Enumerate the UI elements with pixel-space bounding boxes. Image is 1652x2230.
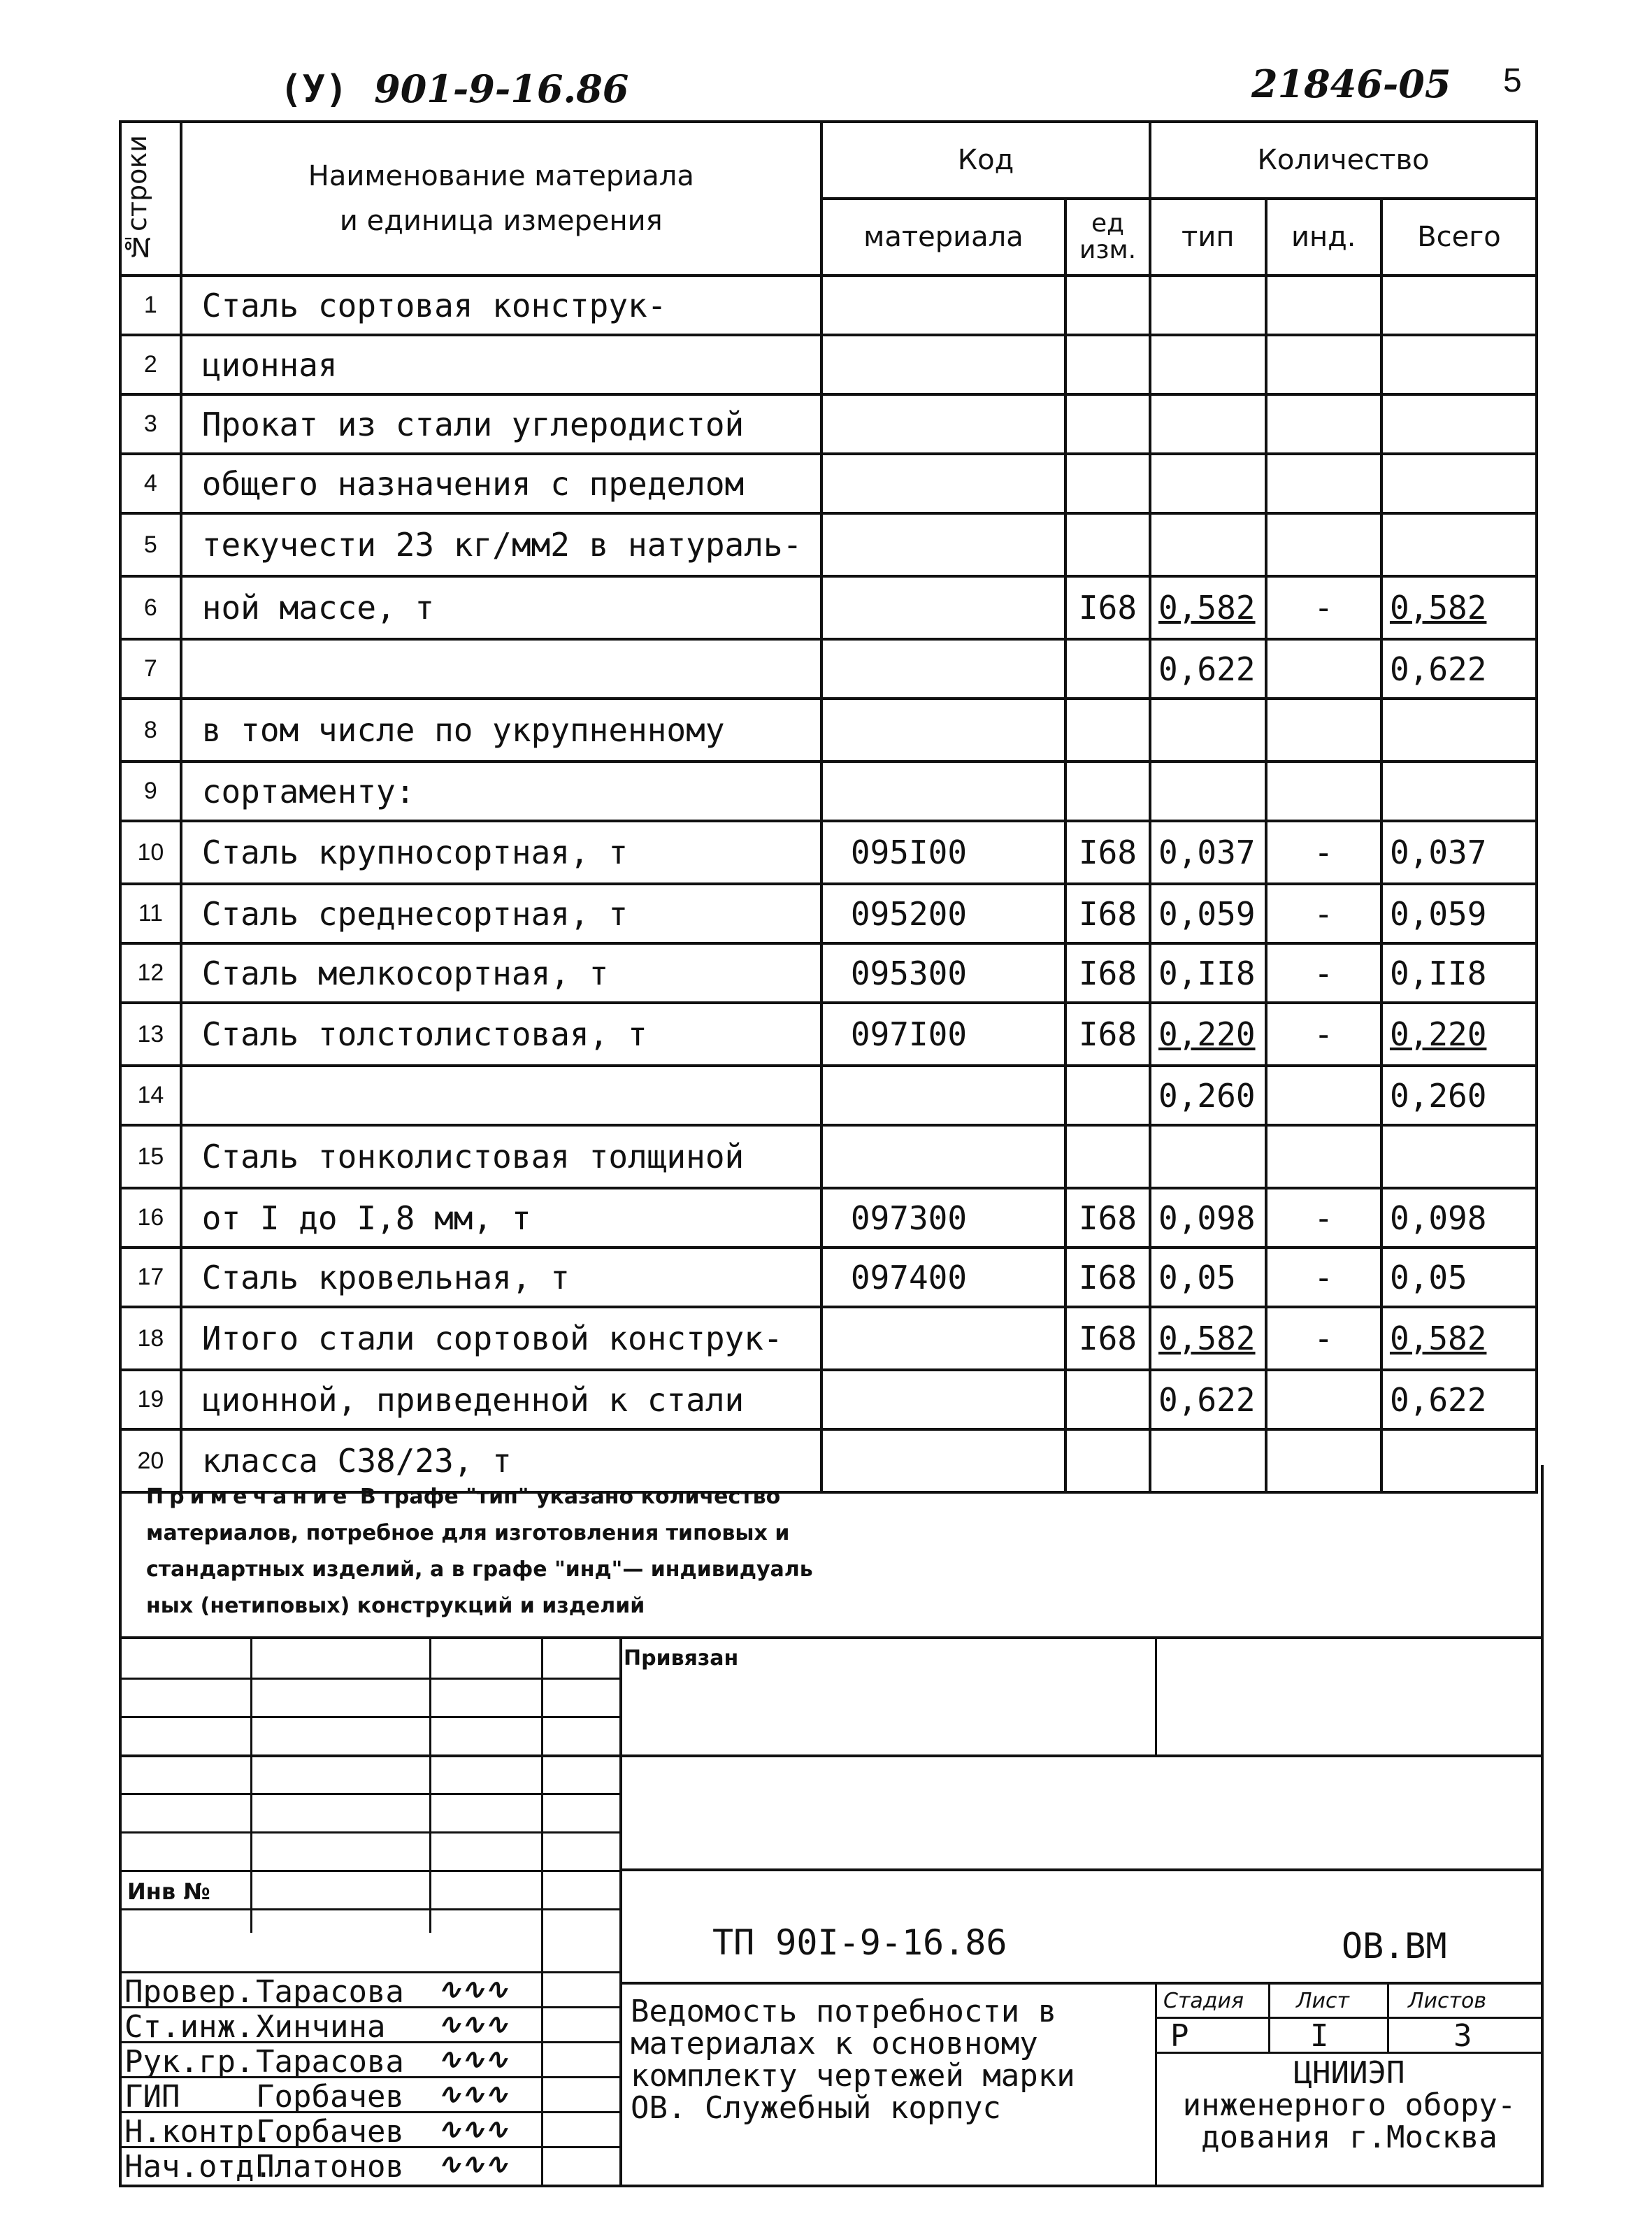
- unit-code: I68: [1065, 884, 1150, 943]
- unit-code: [1065, 1066, 1150, 1125]
- unit-code: I68: [1065, 576, 1150, 639]
- row-number: 14: [120, 1066, 181, 1125]
- table-row: [120, 639, 1537, 699]
- stage-value: Р: [1170, 2018, 1189, 2054]
- col-name-header: [181, 122, 821, 276]
- qty-total: 0,059: [1381, 884, 1537, 943]
- table-row: [120, 699, 1537, 762]
- qty-ind: -: [1266, 943, 1381, 1003]
- table-row: [120, 1307, 1537, 1370]
- bound-label: Привязан: [624, 1646, 739, 1671]
- material-name: Сталь сортовая конструк-: [181, 276, 821, 335]
- qty-type: 0,622: [1150, 1370, 1265, 1429]
- qty-ind: [1266, 335, 1381, 394]
- qty-total: 0,II8: [1381, 943, 1537, 1003]
- row-number: 7: [120, 639, 181, 699]
- table-row: [120, 394, 1537, 454]
- unit-code: [1065, 513, 1150, 576]
- material-name: класса С38/23, т: [181, 1429, 821, 1492]
- qty-ind: -: [1266, 884, 1381, 943]
- qty-ind: [1266, 639, 1381, 699]
- qty-ind: [1266, 1066, 1381, 1125]
- material-code: 095I00: [821, 821, 1065, 884]
- table-row: [120, 1248, 1537, 1307]
- row-number: 8: [120, 699, 181, 762]
- table-row: [120, 454, 1537, 513]
- signature-name: Тарасова: [256, 1974, 404, 2010]
- doc-code: 901-9-16.86: [374, 66, 629, 111]
- material-name: [181, 639, 821, 699]
- material-code: [821, 699, 1065, 762]
- table-row: [120, 576, 1537, 639]
- row-number: 4: [120, 454, 181, 513]
- table-row: [120, 943, 1537, 1003]
- handwritten-signature: ∿∿∿: [438, 2113, 508, 2145]
- col-type-header: тип: [1150, 199, 1265, 276]
- note-line4: ных (нетиповых) конструкций и изделий: [146, 1594, 645, 1618]
- row-number: 3: [120, 394, 181, 454]
- unit-code: [1065, 276, 1150, 335]
- signature-name: Платонов: [256, 2149, 404, 2185]
- material-name: Сталь мелкосортная, т: [181, 943, 821, 1003]
- unit-code: I68: [1065, 1248, 1150, 1307]
- material-code: [821, 335, 1065, 394]
- signature-role: Провер.: [124, 1974, 254, 2010]
- stage-label: Стадия: [1163, 1989, 1244, 2013]
- row-number: 16: [120, 1188, 181, 1248]
- col-material-header: материала: [821, 199, 1065, 276]
- page-number: 5: [1503, 62, 1522, 99]
- qty-total: 0,582: [1381, 576, 1537, 639]
- qty-ind: [1266, 762, 1381, 821]
- qty-total: [1381, 394, 1537, 454]
- signature-role: Ст.инж.: [124, 2009, 254, 2045]
- material-name: Сталь тонколистовая толщиной: [181, 1125, 821, 1188]
- qty-ind: -: [1266, 1248, 1381, 1307]
- unit-code: [1065, 394, 1150, 454]
- signature-name: Тарасова: [256, 2044, 404, 2080]
- qty-ind: -: [1266, 1003, 1381, 1066]
- material-code: [821, 394, 1065, 454]
- qty-type: [1150, 454, 1265, 513]
- col-qty-header: Количество: [1150, 122, 1537, 199]
- project-code: ТП 90I-9-16.86: [712, 1922, 1007, 1963]
- qty-total: [1381, 276, 1537, 335]
- col-code-header: Код: [821, 122, 1150, 199]
- handwritten-signature: ∿∿∿: [438, 2008, 508, 2040]
- material-code: [821, 513, 1065, 576]
- row-number: 13: [120, 1003, 181, 1066]
- unit-code: [1065, 699, 1150, 762]
- qty-type: 0,582: [1150, 576, 1265, 639]
- material-code: 097400: [821, 1248, 1065, 1307]
- note-line3: стандартных изделий, а в графе "инд"— индивидуаль: [146, 1557, 813, 1582]
- material-name: [181, 1066, 821, 1125]
- qty-total: [1381, 454, 1537, 513]
- qty-total: [1381, 699, 1537, 762]
- note-box: [119, 1465, 1544, 1636]
- material-code: [821, 762, 1065, 821]
- unit-code: I68: [1065, 943, 1150, 1003]
- table-row: [120, 1370, 1537, 1429]
- row-number: 18: [120, 1307, 181, 1370]
- material-name: общего назначения с пределом: [181, 454, 821, 513]
- material-code: [821, 1125, 1065, 1188]
- qty-ind: [1266, 699, 1381, 762]
- handwritten-signature: ∿∿∿: [438, 1973, 508, 2006]
- qty-type: 0,098: [1150, 1188, 1265, 1248]
- qty-total: 0,220: [1381, 1003, 1537, 1066]
- unit-code: [1065, 1125, 1150, 1188]
- unit-code: [1065, 454, 1150, 513]
- unit-code: I68: [1065, 1003, 1150, 1066]
- material-code: [821, 454, 1065, 513]
- material-name: Сталь кровельная, т: [181, 1248, 821, 1307]
- signature-role: ГИП: [124, 2079, 180, 2115]
- material-code: 097300: [821, 1188, 1065, 1248]
- qty-total: 0,098: [1381, 1188, 1537, 1248]
- table-row: [120, 513, 1537, 576]
- material-code: 095300: [821, 943, 1065, 1003]
- handwritten-signature: ∿∿∿: [438, 2147, 508, 2180]
- qty-type: [1150, 762, 1265, 821]
- row-number: 12: [120, 943, 181, 1003]
- mark: ОВ.ВМ: [1342, 1926, 1447, 1966]
- col-name-line2: и единица измерения: [339, 205, 663, 237]
- material-name: Итого стали сортовой конструк-: [181, 1307, 821, 1370]
- material-code: 097I00: [821, 1003, 1065, 1066]
- signature-role: Рук.гр.: [124, 2044, 254, 2080]
- sheet-label: Лист: [1296, 1989, 1350, 2013]
- qty-type: [1150, 699, 1265, 762]
- qty-type: 0,582: [1150, 1307, 1265, 1370]
- qty-ind: [1266, 513, 1381, 576]
- qty-total: 0,05: [1381, 1248, 1537, 1307]
- signature-name: Горбачев: [256, 2114, 404, 2150]
- qty-ind: [1266, 394, 1381, 454]
- note-line2: материалов, потребное для изготовления типовых и: [146, 1521, 790, 1545]
- sheets-label: Листов: [1408, 1989, 1487, 2013]
- table-row: [120, 1003, 1537, 1066]
- table-row: [120, 1125, 1537, 1188]
- material-name: текучести 23 кг/мм2 в натураль-: [181, 513, 821, 576]
- qty-type: [1150, 335, 1265, 394]
- qty-total: [1381, 762, 1537, 821]
- organization: ЦНИИЭП инженерного обору- дования г.Москва: [1182, 2055, 1516, 2155]
- row-number: 6: [120, 576, 181, 639]
- row-number: 20: [120, 1429, 181, 1492]
- sheet-value: I: [1310, 2018, 1329, 2054]
- unit-code: [1065, 335, 1150, 394]
- row-number: 19: [120, 1370, 181, 1429]
- sheets-value: 3: [1453, 2018, 1472, 2054]
- note: [146, 1479, 1125, 1624]
- material-code: [821, 1066, 1065, 1125]
- qty-type: 0,037: [1150, 821, 1265, 884]
- material-code: [821, 1370, 1065, 1429]
- qty-ind: -: [1266, 576, 1381, 639]
- row-number: 17: [120, 1248, 181, 1307]
- qty-type: 0,622: [1150, 639, 1265, 699]
- qty-total: 0,622: [1381, 639, 1537, 699]
- col-rownum-header: №строки: [120, 122, 181, 276]
- qty-ind: -: [1266, 1307, 1381, 1370]
- qty-type: 0,II8: [1150, 943, 1265, 1003]
- table-row: [120, 884, 1537, 943]
- material-code: [821, 276, 1065, 335]
- row-number: 10: [120, 821, 181, 884]
- row-number: 11: [120, 884, 181, 943]
- signature-role: Нач.отд.: [124, 2149, 273, 2185]
- qty-ind: [1266, 1125, 1381, 1188]
- table-row: [120, 1188, 1537, 1248]
- qty-ind: -: [1266, 1188, 1381, 1248]
- qty-ind: -: [1266, 821, 1381, 884]
- table-row: [120, 276, 1537, 335]
- qty-total: 0,260: [1381, 1066, 1537, 1125]
- table-row: [120, 1066, 1537, 1125]
- qty-total: 0,037: [1381, 821, 1537, 884]
- table-row: [120, 762, 1537, 821]
- material-name: ционная: [181, 335, 821, 394]
- qty-total: 0,622: [1381, 1370, 1537, 1429]
- qty-ind: [1266, 1370, 1381, 1429]
- material-name: сортаменту:: [181, 762, 821, 821]
- doc-prefix: (У): [280, 67, 348, 111]
- signature-name: Хинчина: [256, 2009, 386, 2045]
- unit-code: I68: [1065, 821, 1150, 884]
- col-total-header: Всего: [1381, 199, 1537, 276]
- qty-type: 0,059: [1150, 884, 1265, 943]
- unit-code: [1065, 1370, 1150, 1429]
- material-name: Прокат из стали углеродистой: [181, 394, 821, 454]
- material-code: [821, 1307, 1065, 1370]
- archive-number: 21846-05: [1251, 62, 1451, 106]
- qty-type: [1150, 513, 1265, 576]
- material-name: Сталь крупносортная, т: [181, 821, 821, 884]
- materials-table: [119, 120, 1538, 1494]
- doc-prefix-and-code: [280, 66, 629, 111]
- qty-type: 0,260: [1150, 1066, 1265, 1125]
- note-line1: В графе "тип" указано количество: [359, 1485, 781, 1509]
- qty-ind: [1266, 454, 1381, 513]
- qty-total: [1381, 513, 1537, 576]
- row-number: 5: [120, 513, 181, 576]
- col-unit-header: ед изм.: [1065, 199, 1150, 276]
- handwritten-signature: ∿∿∿: [438, 2078, 508, 2110]
- material-code: [821, 576, 1065, 639]
- row-number: 9: [120, 762, 181, 821]
- material-name: от I до I,8 мм, т: [181, 1188, 821, 1248]
- material-name: в том числе по укрупненному: [181, 699, 821, 762]
- material-name: ной массе, т: [181, 576, 821, 639]
- material-name: Сталь толстолистовая, т: [181, 1003, 821, 1066]
- row-number: 15: [120, 1125, 181, 1188]
- material-name: ционной, приведенной к стали: [181, 1370, 821, 1429]
- handwritten-signature: ∿∿∿: [438, 2043, 508, 2075]
- unit-code: [1065, 639, 1150, 699]
- unit-code: I68: [1065, 1307, 1150, 1370]
- qty-ind: [1266, 276, 1381, 335]
- material-code: 095200: [821, 884, 1065, 943]
- col-name-line1: Наименование материала: [308, 160, 694, 192]
- table-row: [120, 335, 1537, 394]
- qty-type: 0,05: [1150, 1248, 1265, 1307]
- qty-type: 0,220: [1150, 1003, 1265, 1066]
- row-number: 2: [120, 335, 181, 394]
- unit-code: [1065, 762, 1150, 821]
- inv-label: Инв №: [127, 1878, 210, 1905]
- qty-type: [1150, 1125, 1265, 1188]
- qty-type: [1150, 276, 1265, 335]
- qty-total: [1381, 335, 1537, 394]
- material-name: Сталь среднесортная, т: [181, 884, 821, 943]
- table-row: [120, 821, 1537, 884]
- note-label: Примечание: [146, 1485, 353, 1509]
- signature-name: Горбачев: [256, 2079, 404, 2115]
- doc-title: Ведомость потребности в материалах к основному комплекту чертежей марки ОВ. Служебный корпус: [631, 1994, 1075, 2126]
- row-number: 1: [120, 276, 181, 335]
- title-block: [119, 1636, 1544, 2187]
- qty-type: [1150, 394, 1265, 454]
- col-ind-header: инд.: [1266, 199, 1381, 276]
- unit-code: I68: [1065, 1188, 1150, 1248]
- signature-role: Н.контр.: [124, 2114, 273, 2150]
- qty-total: 0,582: [1381, 1307, 1537, 1370]
- qty-total: [1381, 1125, 1537, 1188]
- material-code: [821, 639, 1065, 699]
